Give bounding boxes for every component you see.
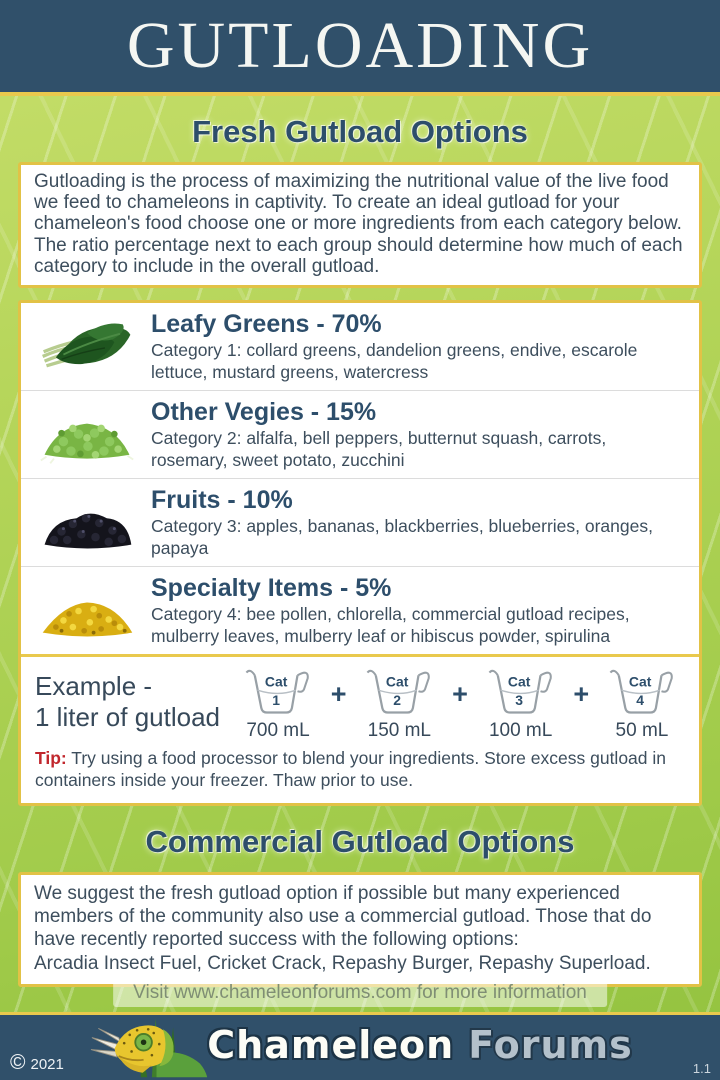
copyright-notice: © 2021 bbox=[10, 1051, 64, 1074]
category-desc: Category 1: collard greens, dandelion greens, endive, escarole lettuce, mustard greens, watercress bbox=[151, 340, 638, 382]
blackberries-icon bbox=[33, 490, 141, 556]
cup-amount: 50 mL bbox=[615, 720, 669, 742]
measuring-cup-2 bbox=[356, 667, 442, 742]
fresh-section-heading: Fresh Gutload Options bbox=[192, 114, 528, 149]
category-desc: Category 2: alfalfa, bell peppers, butternut squash, carrots, rosemary, sweet potato, zucchini bbox=[151, 428, 607, 470]
plus-sign: + bbox=[573, 679, 590, 710]
copyright-icon: © bbox=[10, 1051, 26, 1074]
svg-text:2: 2 bbox=[393, 692, 402, 709]
cup-amount: 700 mL bbox=[246, 720, 310, 742]
header-banner bbox=[0, 0, 720, 92]
category-title: Other Vegies - 15% bbox=[151, 398, 377, 427]
category-row-other-vegies bbox=[21, 390, 699, 478]
brand-text-forums: Forums bbox=[468, 1023, 633, 1067]
commercial-body: We suggest the fresh gutload option if possible but many experienced members of the community also use a commercial gutload. Those that do have recently reported success with the following options: bbox=[34, 883, 652, 951]
leafy-greens-icon bbox=[33, 314, 141, 380]
category-desc: Category 4: bee pollen, chlorella, commercial gutload recipes, mulberry leaves, mulberry leaf or hibiscus powder, spirulina bbox=[151, 604, 630, 646]
category-title: Leafy Greens - 70% bbox=[151, 310, 382, 339]
categories-box bbox=[18, 300, 702, 806]
svg-text:4: 4 bbox=[636, 692, 644, 709]
commercial-options: Arcadia Insect Fuel, Cricket Crack, Repashy Burger, Repashy Superload. bbox=[34, 952, 651, 974]
example-label: Example - 1 liter of gutload bbox=[35, 671, 221, 733]
svg-text:Cat: Cat bbox=[386, 673, 409, 690]
svg-text:1: 1 bbox=[272, 692, 281, 709]
category-row-specialty-items bbox=[21, 566, 699, 654]
svg-text:Cat: Cat bbox=[507, 673, 530, 690]
svg-text:Cat: Cat bbox=[628, 673, 652, 690]
svg-text:Cat: Cat bbox=[264, 673, 288, 690]
visit-url-banner: Visit www.chameleonforums.com for more information bbox=[113, 979, 607, 1007]
commercial-section-heading: Commercial Gutload Options bbox=[145, 824, 575, 860]
commercial-box bbox=[18, 872, 702, 987]
category-desc: Category 3: apples, bananas, blackberries, blueberries, oranges, papaya bbox=[151, 516, 653, 558]
footer-banner bbox=[0, 1012, 720, 1080]
tip-label: Tip: bbox=[35, 748, 67, 769]
tip-text: Tip: Try using a food processor to blend your ingredients. Store excess gutload in containers inside your freezer. Thaw prior to use. bbox=[35, 748, 666, 790]
category-title: Specialty Items - 5% bbox=[151, 574, 392, 603]
category-title: Fruits - 10% bbox=[151, 486, 293, 515]
category-row-leafy-greens bbox=[21, 303, 699, 390]
page-title: GUTLOADING bbox=[126, 9, 594, 82]
sprouts-icon bbox=[33, 402, 141, 468]
plus-sign: + bbox=[452, 679, 468, 710]
cup-amount: 150 mL bbox=[367, 720, 431, 742]
measuring-cup-3 bbox=[478, 667, 564, 742]
header-divider bbox=[0, 92, 720, 96]
category-row-fruits bbox=[21, 478, 699, 566]
chameleon-icon bbox=[87, 1012, 207, 1078]
svg-text:3: 3 bbox=[514, 692, 523, 709]
example-section bbox=[21, 654, 699, 744]
bee-pollen-icon bbox=[33, 578, 141, 644]
intro-box: Gutloading is the process of maximizing the nutritional value of the live food we feed to chameleons in captivity. To create an ideal gutload for your chameleon's food choose one or more ingredients from each category below. The ratio percentage next to each group should determine how much of each category to include in the overall gutload. bbox=[18, 162, 702, 288]
brand-logo bbox=[87, 1011, 632, 1079]
plus-sign: + bbox=[330, 679, 347, 710]
measuring-cup-1 bbox=[235, 667, 321, 742]
example-cups bbox=[235, 667, 689, 742]
cup-amount: 100 mL bbox=[488, 720, 553, 742]
brand-text-chameleon: Chameleon bbox=[207, 1023, 455, 1067]
version-label: 1.1 bbox=[692, 1061, 711, 1076]
measuring-cup-4 bbox=[599, 667, 685, 742]
